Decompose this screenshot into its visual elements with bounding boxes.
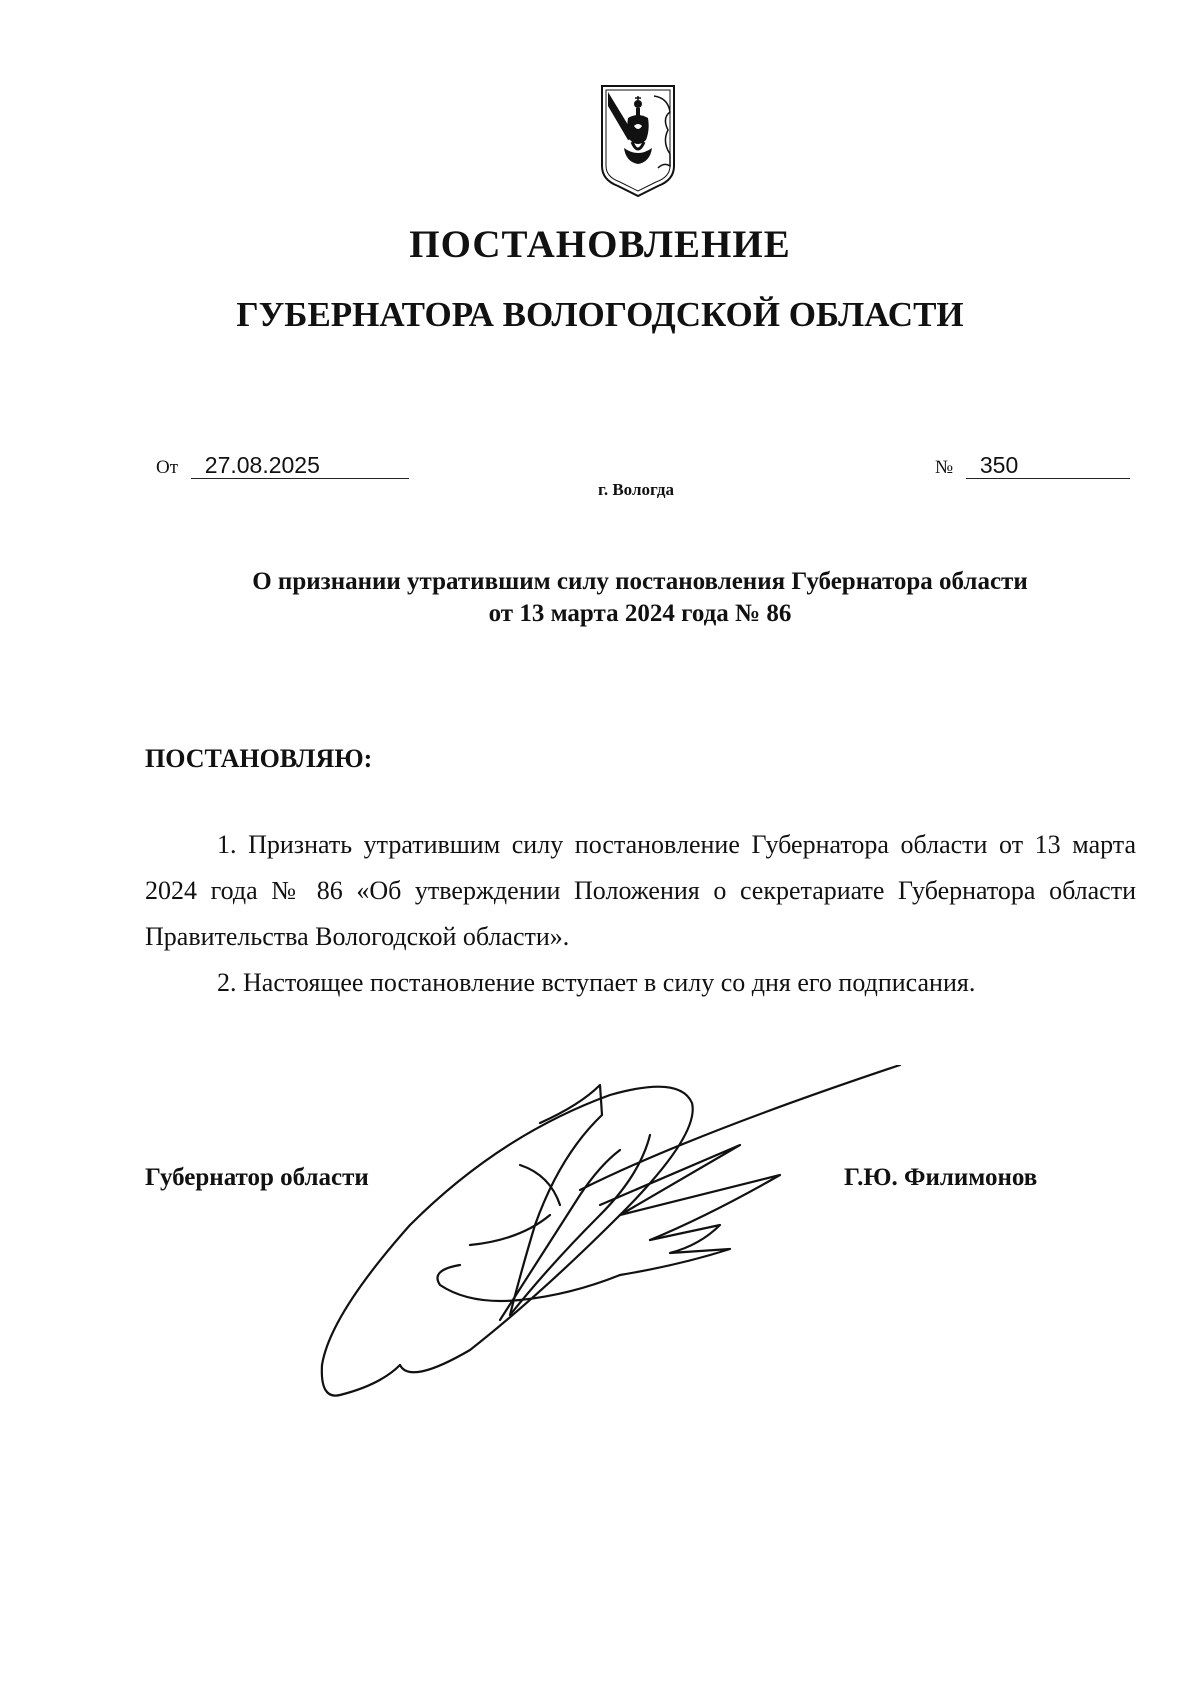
signatory-name: Г.Ю. Филимонов xyxy=(844,1164,1038,1191)
document-title xyxy=(150,566,1130,630)
date-field xyxy=(156,452,409,479)
decree-word: ПОСТАНОВЛЯЮ: xyxy=(145,744,373,773)
coat-of-arms-icon xyxy=(598,82,678,198)
city-label: г. Вологда xyxy=(598,480,674,499)
document-type-title: ПОСТАНОВЛЕНИЕ xyxy=(409,223,791,266)
date-value: 27.08.2025 xyxy=(191,452,409,479)
document-body xyxy=(145,822,1136,1006)
issuer-title: ГУБЕРНАТОРА ВОЛОГОДСКОЙ ОБЛАСТИ xyxy=(236,295,964,334)
signatory-position: Губернатор области xyxy=(145,1164,369,1191)
number-label: № xyxy=(935,457,954,478)
number-field xyxy=(935,452,1130,479)
paragraph-2: 2. Настоящее постановление вступает в силу со дня его подписания. xyxy=(217,968,976,997)
document-title-line-2: от 13 марта 2024 года № 86 xyxy=(488,600,792,627)
date-label: От xyxy=(156,457,179,478)
document-title-line-1: О признании утратившим силу постановления Губернатора области xyxy=(252,568,1028,595)
handwritten-signature-icon xyxy=(320,1065,920,1405)
number-value: 350 xyxy=(966,452,1130,479)
paragraph-1: 1. Признать утратившим силу постановление Губернатора области от 13 марта 2024 года № 86 «Об утверждении Положения о секретариате Губернатора области Правительства Вологодской области». xyxy=(145,830,1136,951)
